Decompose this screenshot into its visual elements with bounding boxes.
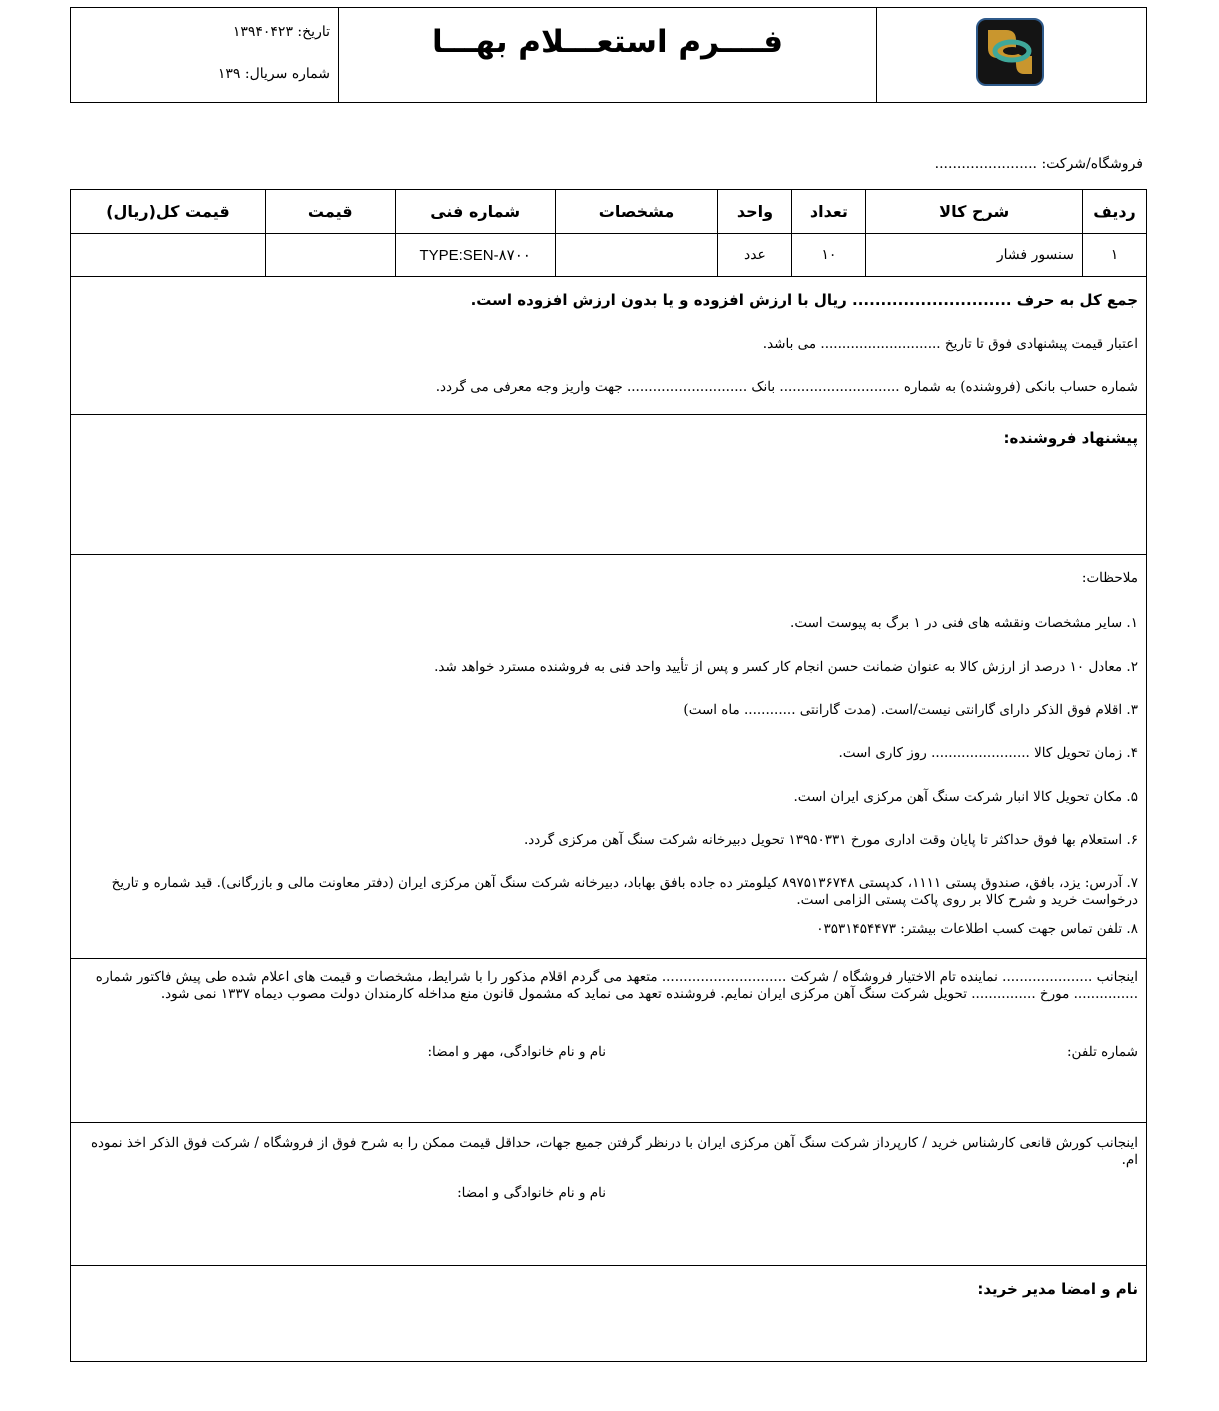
table-row: [71, 234, 1147, 277]
title-cell: [338, 8, 876, 102]
price-validity: اعتبار قیمت پیشنهادی فوق تا تاریخ ............................ می باشد.: [762, 336, 1138, 352]
note-item-3: ۳. اقلام فوق الذکر دارای گارانتی نیست/است. (مدت گارانتی ............ ماه است): [683, 702, 1138, 718]
date-label: تاریخ: ۱۳۹۴۰۴۲۳: [232, 24, 330, 40]
buyer-text: اینجانب کورش قانعی کارشناس خرید / کارپرداز شرکت سنگ آهن مرکزی ایران با درنظر گرفتن جمیع جهات، حداقل قیمت ممکن را به شرح فوق از فروشگاه / شرکت فوق الذکر اخذ نموده ام.: [90, 1135, 1138, 1168]
serial-label: شماره سریال: ۱۳۹: [217, 66, 330, 82]
col-header-part-number: شماره فنی: [395, 190, 555, 234]
seller-offer-section: [70, 415, 1147, 555]
items-table: [70, 189, 1147, 277]
note-item-8: ۸. تلفن تماس جهت کسب اطلاعات بیشتر: ۰۳۵۳۱۴۵۴۴۷۳: [816, 921, 1138, 937]
commitment-section: [70, 959, 1147, 1123]
table-header-row: [71, 190, 1147, 234]
total-in-words: جمع کل به حرف ............................ ریال با ارزش افزوده و یا بدون ارزش افزوده است.: [470, 291, 1138, 309]
commitment-text: اینجانب ..................... نماینده تام الاختیار فروشگاه / شرکت ............................. متعهد می گردم اقلام مذکور را با شرایط، مشخصات و قیمت های اعلام شده طی پیش فاکتور شماره ............... مورخ ............... تحویل شرکت سنگ آهن مرکزی ایران نمایم. فروشنده تعهد می نماید که مشمول قانون منع مداخله کارمندان دولت مصوب دیماه ۱۳۳۷ نمی شود.: [95, 969, 1138, 1002]
totals-section: [70, 275, 1147, 415]
cell-price: [265, 234, 395, 277]
cell-specs: [555, 234, 718, 277]
company-logo-icon: [976, 18, 1044, 86]
cell-part-number: TYPE:SEN-۸۷۰۰: [395, 234, 555, 277]
note-item-4: ۴. زمان تحویل کالا ....................... روز کاری است.: [838, 745, 1138, 761]
logo-cell: [876, 8, 1146, 102]
cell-description: سنسور فشار: [866, 234, 1083, 277]
col-header-unit: واحد: [718, 190, 792, 234]
meta-cell: [71, 8, 338, 102]
shop-field: فروشگاه/شرکت: .......................: [934, 156, 1143, 172]
note-item-6: ۶. استعلام بها فوق حداکثر تا پایان وقت اداری مورخ ۱۳۹۵۰۳۳۱ تحویل دبیرخانه شرکت سنگ آهن مرکزی گردد.: [523, 832, 1138, 848]
cell-total-price: [71, 234, 266, 277]
buyer-sign-label: نام و نام خانوادگی و امضا:: [457, 1185, 606, 1201]
form-header: [70, 7, 1147, 103]
note-item-1: ۱. سایر مشخصات ونقشه های فنی در ۱ برگ به پیوست است.: [790, 615, 1138, 631]
manager-sign-label: نام و امضا مدیر خرید:: [977, 1280, 1138, 1298]
buyer-section: [70, 1123, 1147, 1266]
form-title: فــــرم استعـــلام بهـــا: [431, 24, 784, 60]
note-item-5: ۵. مکان تحویل کالا انبار شرکت سنگ آهن مرکزی ایران است.: [793, 789, 1138, 805]
phone-label: شماره تلفن:: [1067, 1044, 1138, 1060]
col-header-description: شرح کالا: [866, 190, 1083, 234]
col-header-quantity: تعداد: [792, 190, 866, 234]
col-header-price: قیمت: [265, 190, 395, 234]
col-header-specs: مشخصات: [555, 190, 718, 234]
seller-offer-title: پیشنهاد فروشنده:: [1003, 429, 1138, 447]
cell-unit: عدد: [718, 234, 792, 277]
col-header-total-price: قیمت کل(ریال): [71, 190, 266, 234]
manager-section: [70, 1266, 1147, 1362]
note-item-7: ۷. آدرس: یزد، بافق، صندوق پستی ۱۱۱۱، کدپستی ۸۹۷۵۱۳۶۷۴۸ کیلومتر ده جاده بافق بهاباد، دبیرخانه شرکت سنگ آهن مرکزی ایران (دفتر معاونت مالی و بازرگانی). قید شماره و تاریخ درخواست خرید و شرح کالا بر روی پاکت پستی الزامی است.: [111, 875, 1138, 908]
seller-sign-label: نام و نام خانوادگی، مهر و امضا:: [427, 1044, 606, 1060]
cell-row-no: ۱: [1083, 234, 1147, 277]
col-header-row-no: ردیف: [1083, 190, 1147, 234]
notes-section: [70, 555, 1147, 959]
cell-quantity: ۱۰: [792, 234, 866, 277]
note-item-2: ۲. معادل ۱۰ درصد از ارزش کالا به عنوان ضمانت حسن انجام کار کسر و پس از تأیید واحد فنی به فروشنده مسترد خواهد شد.: [434, 659, 1138, 675]
bank-account: شماره حساب بانکی (فروشنده) به شماره ............................ بانک ............................ جهت واریز وجه معرفی می گردد.: [435, 379, 1138, 395]
notes-title: ملاحظات:: [1081, 570, 1138, 586]
